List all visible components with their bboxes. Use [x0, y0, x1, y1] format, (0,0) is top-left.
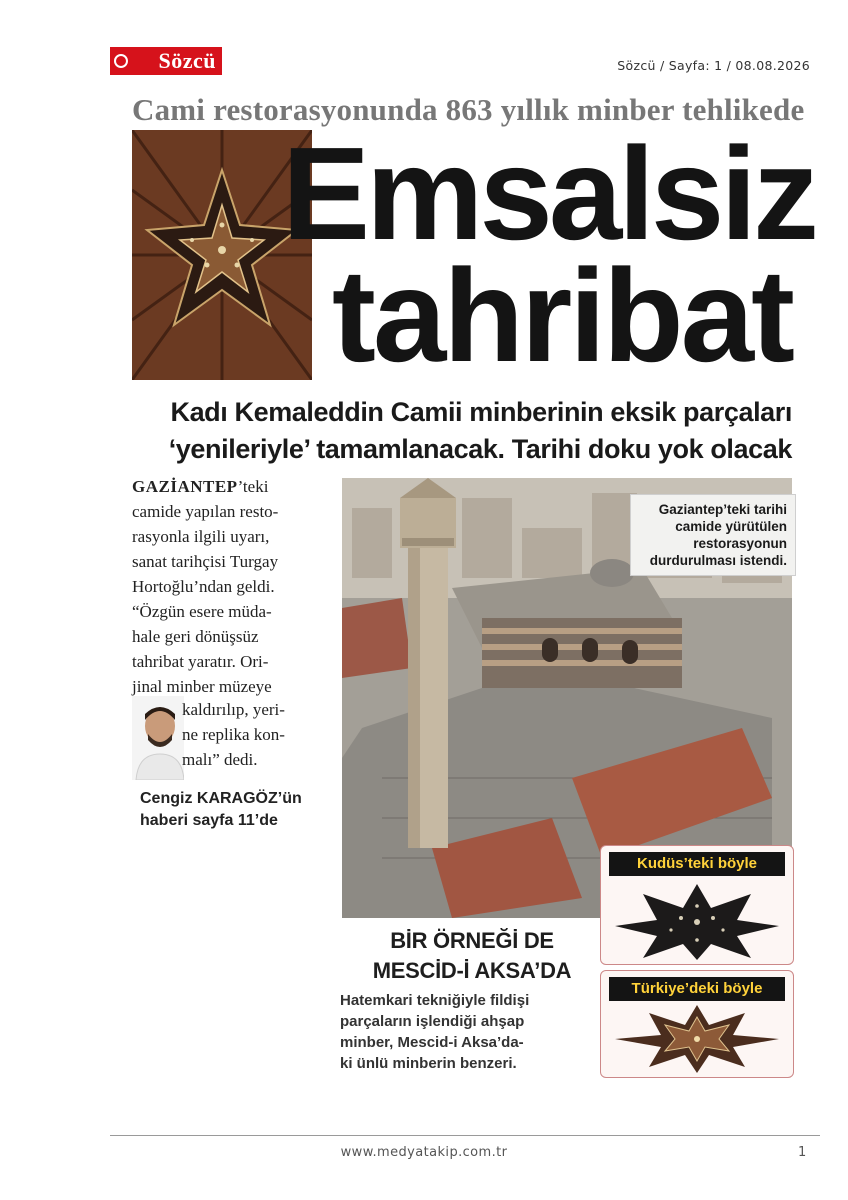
subheadline-line-1: Kadı Kemaleddin Camii minberinin eksik parçaları [170, 397, 792, 427]
body-line: kaldırılıp, yeri- [182, 700, 285, 719]
inset-heading [342, 926, 602, 986]
body-line: camide yapılan resto- [132, 502, 279, 521]
subheadline-line-2: ‘yenileriyle’ tamamlanacak. Tarihi doku yok olacak [168, 434, 792, 464]
newspaper-logo: Sözcü [110, 47, 222, 75]
byline [140, 788, 340, 832]
inset-text-line: parçaların işlendiği ahşap [340, 1013, 525, 1030]
inset-text-line: minber, Mescid-i Aksa’da- [340, 1034, 524, 1051]
photo-caption: Gaziantep’teki tarihi camide yürütülen restorasyonun durdurulması istendi. [630, 494, 796, 576]
comparison-label-jerusalem: Kudüs’teki böyle [609, 852, 785, 876]
star-carving-image [611, 1003, 783, 1073]
headline-line-2: tahribat [331, 242, 792, 389]
byline-line-1: Cengiz KARAGÖZ’ün [140, 790, 302, 807]
inset-text-line: ki ünlü minberin benzeri. [340, 1055, 517, 1072]
subheadline [132, 394, 792, 468]
comparison-panel-jerusalem [600, 845, 794, 965]
article-body [132, 474, 332, 699]
source-page-date: Sözcü / Sayfa: 1 / 08.08.2026 [617, 58, 810, 73]
inset-heading-line-1: BİR ÖRNEĞİ DE [390, 928, 554, 953]
footer-divider [110, 1135, 820, 1136]
body-line: rasyonla ilgili uyarı, [132, 527, 270, 546]
body-line: jinal minber müzeye [132, 677, 272, 696]
body-line: ne replika kon- [182, 725, 285, 744]
article-body-wrapped [182, 697, 332, 772]
comparison-label-turkey: Türkiye’deki böyle [609, 977, 785, 1001]
body-line: hale geri dönüşsüz [132, 627, 259, 646]
page-number: 1 [798, 1145, 807, 1160]
inset-text [340, 990, 602, 1074]
kicker-headline: Cami restorasyonunda 863 yıllık minber tehlikede [132, 92, 805, 127]
footer-website: www.medyatakip.com.tr [340, 1145, 508, 1160]
reporter-portrait [132, 696, 184, 780]
logo-crescent-icon [114, 54, 128, 68]
headline-line-1: Emsalsiz [282, 120, 815, 267]
inset-heading-line-2: MESCİD-İ AKSA’DA [372, 958, 572, 983]
comparison-panel-turkey [600, 970, 794, 1078]
body-line: malı” dedi. [182, 750, 258, 769]
body-line-fragment: ’teki [237, 477, 269, 496]
dateline-city: GAZİANTEP [132, 477, 238, 496]
body-line: sanat tarihçisi Turgay [132, 552, 279, 571]
body-line: Hortoğlu’ndan geldi. [132, 577, 275, 596]
byline-line-2: haberi sayfa 11’de [140, 812, 278, 829]
body-line [132, 474, 332, 499]
body-line: “Özgün esere müda- [132, 602, 272, 621]
body-line: tahribat yaratır. Ori- [132, 652, 269, 671]
inset-text-line: Hatemkari tekniğiyle fildişi [340, 992, 530, 1009]
star-carving-image [611, 880, 783, 960]
